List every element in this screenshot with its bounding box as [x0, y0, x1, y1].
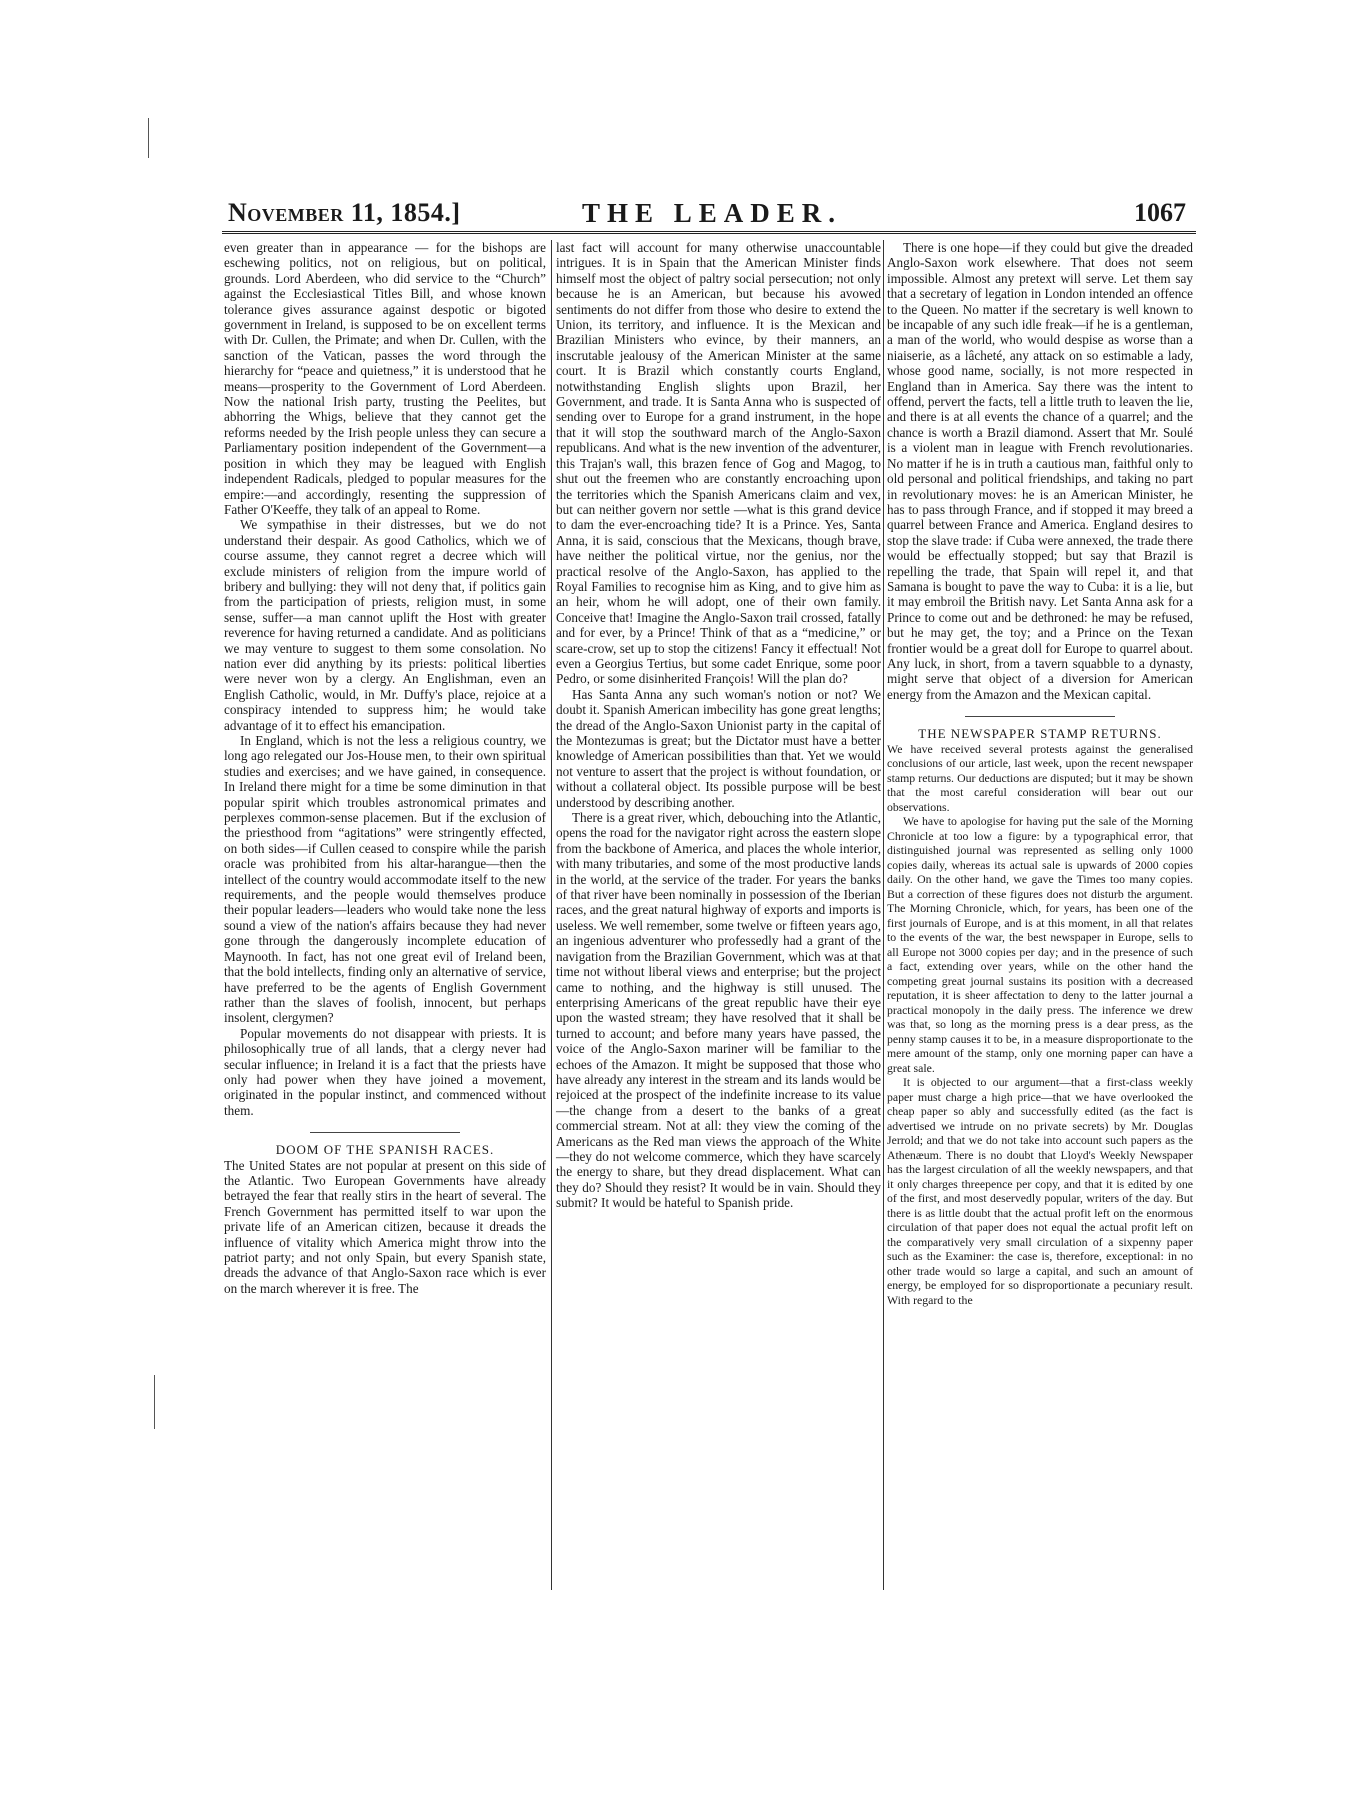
article-paragraph: The United States are not popular at present on this side of the Atlantic. Two European Governments have already betrayed the fear that really stirs in the heart of several. The French Government has permitted itself to war upon the private life of an American citizen, because it dreads the influence of vitality which America might throw into the patriot party; and not only Spain, but every Spanish state, dreads the advance of that Anglo-Saxon race which is ever on the march wherever it is free. The [224, 1157, 546, 1296]
article-paragraph: We have to apologise for having put the sale of the Morning Chronicle at too low a figure: by a typographical error, that distinguished journal was represented as selling only 1000 copies daily, whereas its actual sale is upwards of 2000 copies daily. On the other hand, we gave the Times too many copies. But a correction of these figures does not disturb the argument. The Morning Chronicle, which, for years, has been one of the first journals of Europe, and is at this moment, in all that relates to the events of the war, the best newspaper in Europe, sells to all Europe not 3000 copies per day; and in the presence of such a fact, extending over years, while on the other hand the competing great journal sustains its position with a decreased reputation, it is sheer affectation to deny to the latter journal a practical monopoly in the daily press. The inference we drew was that, so long as the morning press is a dear press, as the penny stamp causes it to be, in a measure disproportionate to the mere amount of the stamp, only one morning paper can have a great sale. [887, 814, 1193, 1075]
article-paragraph: There is a great river, which, debouching into the Atlantic, opens the road for the navigator right across the eastern slope from the backbone of America, and places the whole interior, with many tributaries, and some of the most productive lands in the world, at the service of the trader. For years the banks of that river have been nominally in possession of the Iberian races, and the great natural highway of exports and imports is useless. We well remember, some twelve or fifteen years ago, an ingenious adventurer who professedly had a grant of the navigation from the Brazilian Government, which was at that time not without liberal views and enterprise; but the project came to nothing, and the highway is still unused. The enterprising Americans of the great republic have their eye upon the wasted stream; they have resolved that it shall be turned to account; and before many years have passed, the voice of the Anglo-Saxon mariner will be familiar to the echoes of the Amazon. It might be supposed that those who have already any interest in the stream and its lands would be rejoiced at the prospect of the indefinite increase to its value—the change from a desert to the banks of a great commercial stream. Not at all: they view the coming of the Americans as the Red man views the approach of the White—they do not welcome commerce, which they have scarcely the energy to share, but they dread displacement. What can they do? Should they resist? It would be in vain. Should they submit? It would be hateful to Spanish pride. [556, 810, 881, 1211]
column-divider-1 [551, 240, 552, 1590]
page-header [228, 198, 1196, 242]
column-1 [224, 240, 546, 1296]
left-margin-mark-bottom [154, 1375, 155, 1429]
article-paragraph: last fact will account for many otherwise unaccountable intrigues. It is in Spain that the American Minister finds himself most the object of paltry social persecution; not only because he is an American, but because his avowed sentiments do not differ from those who desire to extend the Union, its territory, and influence. It is the Mexican and Brazilian Ministers who evince, by their manners, an inscrutable jealousy of the American Minister at the same court. It is Brazil which constantly courts England, notwithstanding English slights upon Brazil, her Government, and trade. It is Santa Anna who is suspected of sending over to Europe for a grand instrument, in the hope that it will stop the southward march of the Anglo-Saxon republicans. And what is the new invention of the adventurer, this Trajan's wall, this brazen fence of Gog and Magog, to shut out the freemen who are constantly encroaching upon the territories which the Spanish Americans claim and vex, but can neither govern nor settle —what is this grand device to dam the ever-encroaching tide? It is a Prince. Yes, Santa Anna, it is said, conscious that the Mexicans, though brave, have neither the political virtue, nor the genius, nor the practical resolve of the Anglo-Saxon, has applied to the Royal Families to recognise him as King, and to give him as an heir, whom he will adopt, one of their own family. Conceive that! Imagine the Anglo-Saxon trail crossed, fatally and for ever, by a Prince! Think of that as a “medicine,” or scare-crow, set up to stop the citizens! Fancy it effectual! Not even a Georgius Tertius, but some cadet Enrique, some poor Pedro, or some disinherited François! Will the plan do? [556, 240, 881, 687]
section-divider [965, 716, 1115, 717]
newspaper-title: THE LEADER. [581, 198, 843, 228]
column-divider-2 [883, 240, 884, 1590]
page-number: 1067 [1134, 198, 1186, 227]
issue-date: November 11, 1854.] [228, 198, 461, 227]
section-divider [310, 1132, 460, 1133]
article-paragraph: In England, which is not the less a religious country, we long ago relegated our Jos-House men, to their own spiritual studies and exercises; and we have gained, in consequence. In Ireland there might for a time be some diminution in that popular spirit which troubles astronomical primates and perplexes common-sense placemen. But if the exclusion of the priesthood from “agitations” were stringently effected, on both sides—if Cullen ceased to conspire while the parish oracle was prohibited from his altar-harangue—then the intellect of the country would accommodate itself to the new requirements, and the people would themselves produce their popular leaders—leaders who would take none the less sound a view of the nation's affairs because they had never gone through the dangerously incomplete education of Maynooth. In fact, has not one great evil of Ireland been, that the bold intellects, finding only an alternative of service, have preferred to be the agents of English Government rather than the slaves of foolish, innocent, but perhaps insolent, clergymen? [224, 733, 546, 1026]
article-paragraph: It is objected to our argument—that a first-class weekly paper must charge a high price—that we have overlooked the cheap paper so ably and successfully edited (as the fact is advertised we intrude on no private secrets) by Mr. Douglas Jerrold; and that we do not take into account such papers as the Athenæum. There is no doubt that Lloyd's Weekly Newspaper has the largest circulation of all the weekly newspapers, and that it only charges threepence per copy, and that it is edited by one of the first, and most deservedly popular, writers of the day. But there is as little doubt that the actual profit left on the enormous circulation of that paper does not equal the actual profit left on the comparatively very small circulation of a sixpenny paper such as the Examiner: the case is, therefore, exceptional: in no other trade would so large a capital, and such an amount of energy, be employed for so disproportionate a pecuniary result. With regard to the [887, 1075, 1193, 1307]
article-paragraph: Has Santa Anna any such woman's notion or not? We doubt it. Spanish American imbecility has gone great lengths; the dread of the Anglo-Saxon Unionist party in the capital of the Montezumas is great; but the Dictator must have a better knowledge of American possibilities than that. Yet we would not venture to assert that the project is without foundation, or without a collateral object. Its possible purpose will be best understood by describing another. [556, 686, 881, 810]
section-heading-stamp-returns: THE NEWSPAPER STAMP RETURNS. [918, 726, 1162, 742]
article-paragraph: There is one hope—if they could but give the dreaded Anglo-Saxon work elsewhere. That does not seem impossible. Almost any pretext will serve. Let them say that a secretary of legation in London intended an offence to the Queen. No matter if the secretary is well known to be incapable of any such idle freak—if he is a gentleman, a man of the world, who would despise as worse than a niaiserie, as a lâcheté, any attack on so estimable a lady, whose good name, socially, is not more respected in England than in America. Say there was the intent to offend, pervert the facts, tell a little truth to leaven the lie, and there is at all events the chance of a quarrel; and the chance is worth a Brazil diamond. Assert that Mr. Soulé is a violent man in league with French revolutionaries. No matter if he is in truth a cautious man, faithful only to old personal and political friendships, and taking no part in revolutionary moves: he is an American Minister, he has to pass through France, and if stopped it may breed a quarrel between France and America. England desires to stop the slave trade: if Cuba were annexed, the trade there would be effectually stopped; but say that Brazil is repelling the trade, that Spain will repel it, and that Samana is bought to pave the way to Cuba: it is a lie, but it may embroil the British navy. Let Santa Anna ask for a Prince to come out and be dethroned: he may be refused, but he may get, the toy; and a Prince on the Texan frontier would be a great doll for Europe to quarrel about. Any luck, in short, from a tavern squabble to a dynasty, might serve that object of a diversion for American energy from the Amazon and the Mexican capital. [887, 240, 1193, 702]
article-paragraph: even greater than in appearance — for the bishops are eschewing politics, not on religious, but on political, grounds. Lord Aberdeen, who did service to the “Church” against the Ecclesiastical Titles Bill, and whose known tolerance gives assurance against despotic or bigoted government in Ireland, is supposed to be on excellent terms with Dr. Cullen, the Primate; and when Dr. Cullen, with the sanction of the Vatican, passes the word through the hierarchy for “peace and quietness,” it is understood that he means—prosperity to the Government of Lord Aberdeen. Now the national Irish party, trusting the Peelites, but abhorring the Whigs, believe that they cannot get the reforms needed by the Irish people unless they can secure a Parliamentary position independent of the Government—a position in which they may be leagued with English independent Radicals, pledged to popular measures for the empire:—and accordingly, resenting the suppression of Father O'Keeffe, they talk of an appeal to Rome. [224, 240, 546, 517]
left-margin-mark-top [148, 118, 149, 158]
header-rule [222, 231, 1196, 234]
article-paragraph: Popular movements do not disappear with priests. It is philosophically true of all lands, that a clergy never had secular influence; in Ireland it is a fact that the priests have only had power when they have joined a movement, originated in the popular instinct, and commenced without them. [224, 1025, 546, 1118]
article-paragraph: We have received several protests against the generalised conclusions of our article, last week, upon the recent newspaper stamp returns. Our deductions are disputed; but it may be shown that the most careful consideration will bear out our observations. [887, 741, 1193, 814]
article-paragraph: We sympathise in their distresses, but we do not understand their despair. As good Catholics, which we of course assume, they cannot regret a decree which will exclude ministers of religion from the impure world of bribery and bullying: they will not deny that, if politics gain from the participation of priests, religion must, in some sense, suffer—a man cannot uplift the Host with greater reverence for having returned a candidate. And as politicians we may venture to suggest to them some consolation. No nation ever did anything by its priests: political liberties were never won by a clergy. An Englishman, even an English Catholic, would, in Mr. Duffy's place, rejoice at a conspiracy intended to suppress him; he would take advantage of it to effect his emancipation. [224, 517, 546, 733]
stamp-returns-article [887, 742, 1193, 1308]
section-heading-spanish-races: DOOM OF THE SPANISH RACES. [275, 1142, 495, 1158]
column-2 [556, 240, 881, 1211]
column-3 [887, 240, 1193, 1307]
